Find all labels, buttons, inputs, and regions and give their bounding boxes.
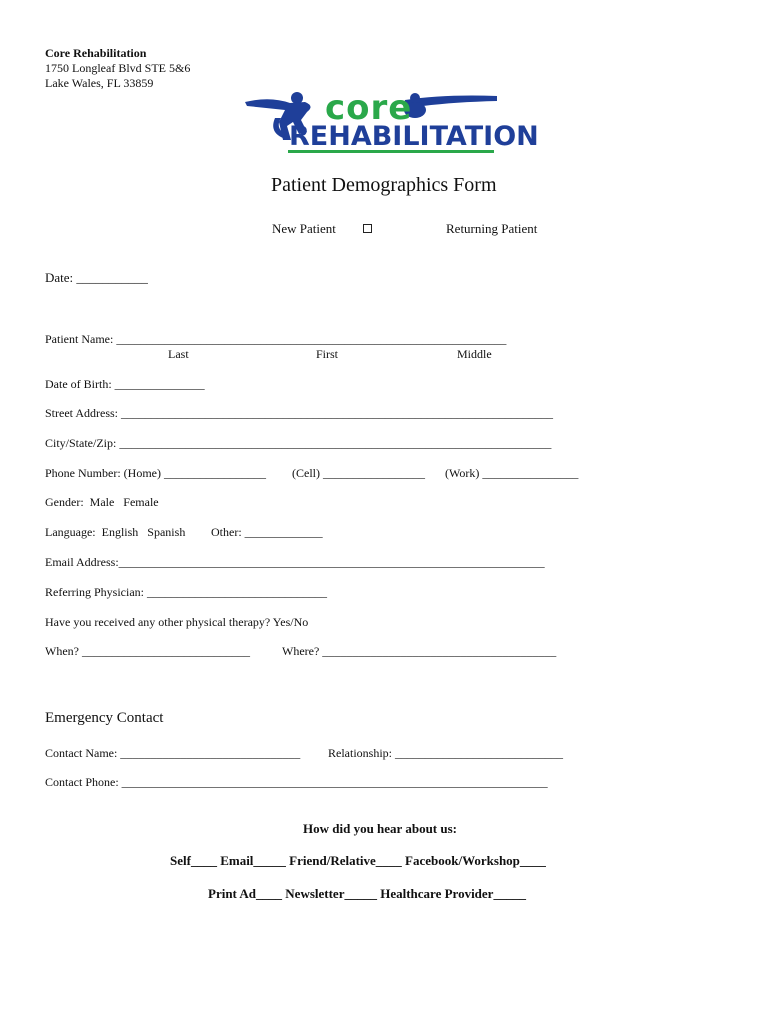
phone-home-field[interactable]: Phone Number: (Home) _________________ (45, 466, 266, 480)
referral-heading: How did you hear about us: (303, 821, 457, 836)
when-field[interactable]: When? ____________________________ (45, 644, 250, 658)
name-last-caption: Last (168, 347, 189, 361)
phone-work-field[interactable]: (Work) ________________ (445, 466, 579, 480)
referral-options-line2[interactable]: Print Ad____ Newsletter_____ Healthcare Provider_____ (208, 886, 526, 901)
core-rehabilitation-logo (245, 88, 539, 158)
prior-therapy-question[interactable]: Have you received any other physical therapy? Yes/No (45, 615, 309, 629)
referring-physician-field[interactable]: Referring Physician: ______________________________ (45, 585, 327, 599)
form-title: Patient Demographics Form (271, 174, 497, 196)
clinic-address-line1: 1750 Longleaf Blvd STE 5&6 (45, 61, 191, 75)
clinic-name: Core Rehabilitation (45, 46, 147, 60)
gender-options[interactable]: Gender: Male Female (45, 495, 159, 509)
contact-name-field[interactable]: Contact Name: ______________________________ (45, 746, 301, 760)
logo-word-rehabilitation: REHABILITATION (289, 121, 539, 152)
patient-name-field[interactable]: Patient Name: _________________________________________________________________ (45, 332, 507, 346)
logo-word-core: core (325, 88, 413, 128)
relationship-field[interactable]: Relationship: ____________________________ (328, 746, 563, 760)
phone-cell-field[interactable]: (Cell) _________________ (292, 466, 425, 480)
referral-options-line1[interactable]: Self____ Email_____ Friend/Relative____ Facebook/Workshop____ (170, 853, 546, 868)
name-middle-caption: Middle (457, 347, 492, 361)
clinic-address-line2: Lake Wales, FL 33859 (45, 76, 154, 90)
clinic-address-block (45, 46, 190, 91)
where-field[interactable]: Where? _______________________________________ (282, 644, 557, 658)
new-patient-label: New Patient (272, 221, 336, 236)
date-of-birth-field[interactable]: Date of Birth: _______________ (45, 377, 205, 391)
date-field[interactable]: Date: ___________ (45, 270, 148, 285)
contact-phone-field[interactable]: Contact Phone: _______________________________________________________________________ (45, 775, 548, 789)
language-other-field[interactable]: Other: _____________ (211, 525, 323, 539)
returning-patient-label: Returning Patient (446, 221, 538, 236)
new-patient-checkbox[interactable] (363, 224, 372, 233)
city-state-zip-field[interactable]: City/State/Zip: ________________________________________________________________________ (45, 436, 552, 450)
name-first-caption: First (316, 347, 339, 361)
emergency-contact-heading: Emergency Contact (45, 710, 164, 726)
email-address-field[interactable]: Email Address:_______________________________________________________________________ (45, 555, 545, 569)
street-address-field[interactable]: Street Address: ________________________________________________________________________ (45, 406, 553, 420)
language-options[interactable]: Language: English Spanish (45, 525, 186, 539)
